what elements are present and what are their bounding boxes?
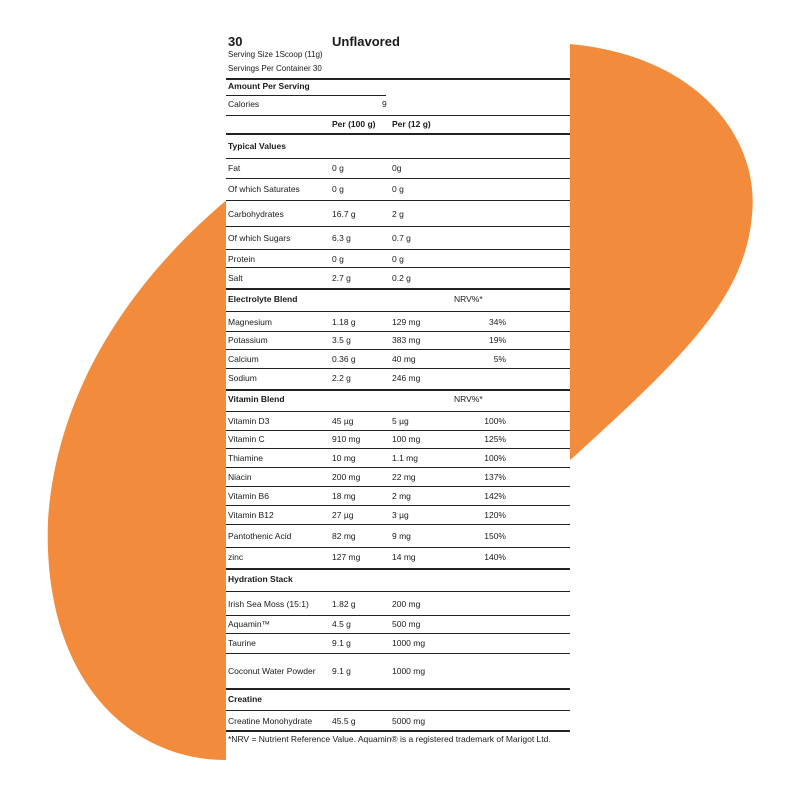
section-heading-vitamin-blend: Vitamin Blend — [228, 394, 285, 404]
nutrient-per-100g: 16.7 g — [332, 209, 356, 219]
nutrient-per-serving: 3 µg — [392, 510, 409, 520]
nutrient-per-serving: 0 g — [392, 184, 404, 194]
nutrient-per-serving: 2 mg — [392, 491, 411, 501]
ingredient-name: Taurine — [228, 638, 256, 648]
divider — [226, 411, 570, 412]
divider — [226, 615, 570, 616]
divider — [226, 467, 570, 468]
divider — [226, 368, 570, 369]
divider — [226, 505, 570, 506]
ingredient-name: Irish Sea Moss (15:1) — [228, 599, 309, 609]
divider — [226, 267, 570, 268]
nutrient-name: Potassium — [228, 335, 268, 345]
nutrient-nrv: 19% — [488, 335, 506, 345]
nutrient-name: Vitamin B12 — [228, 510, 274, 520]
nutrient-name: Of which Sugars — [228, 233, 291, 243]
nutrient-per-serving: 0g — [392, 163, 402, 173]
section-heading-hydration-stack: Hydration Stack — [228, 574, 293, 584]
nutrient-per-100g: 2.2 g — [332, 373, 351, 383]
divider — [226, 591, 570, 592]
nutrient-per-serving: 14 mg — [392, 552, 416, 562]
divider — [226, 249, 570, 250]
nutrient-nrv: 100% — [484, 453, 506, 463]
nutrient-per-100g: 82 mg — [332, 531, 356, 541]
nutrient-nrv: 34% — [488, 317, 506, 327]
nutrient-nrv: 137% — [484, 472, 506, 482]
nutrient-name: Of which Saturates — [228, 184, 300, 194]
nutrient-per-100g: 3.5 g — [332, 335, 351, 345]
flavor-heading: Unflavored — [332, 34, 400, 49]
count-heading: 30 — [228, 34, 243, 49]
nutrient-per-serving: 383 mg — [392, 335, 421, 345]
nutrient-per-serving: 129 mg — [392, 317, 421, 327]
nutrient-name: Carbohydrates — [228, 209, 284, 219]
divider — [226, 288, 570, 290]
ingredient-per-100g: 4.5 g — [332, 619, 351, 629]
divider — [226, 486, 570, 487]
ingredient-name: Aquamin™ — [228, 619, 271, 629]
nutrient-per-serving: 246 mg — [392, 373, 421, 383]
nutrient-per-100g: 6.3 g — [332, 233, 351, 243]
divider — [226, 349, 570, 350]
ingredient-per-100g: 45.5 g — [332, 716, 356, 726]
ingredient-per-serving: 1000 mg — [392, 666, 426, 676]
divider — [226, 115, 570, 116]
divider — [226, 311, 570, 312]
divider — [226, 133, 570, 135]
ingredient-per-100g: 1.82 g — [332, 599, 356, 609]
nutrient-per-serving: 0.7 g — [392, 233, 411, 243]
divider — [226, 448, 570, 449]
nutrient-per-serving: 2 g — [392, 209, 404, 219]
nutrient-name: Sodium — [228, 373, 257, 383]
nutrient-per-100g: 18 mg — [332, 491, 356, 501]
nutrient-per-100g: 910 mg — [332, 434, 361, 444]
nutrient-name: Vitamin B6 — [228, 491, 269, 501]
nutrient-per-serving: 1.1 mg — [392, 453, 418, 463]
nutrient-nrv: 5% — [493, 354, 506, 364]
nutrient-name: Niacin — [228, 472, 252, 482]
servings-per-container: Servings Per Container 30 — [228, 64, 322, 73]
divider — [226, 331, 570, 332]
nutrient-per-100g: 2.7 g — [332, 273, 351, 283]
nutrient-per-100g: 127 mg — [332, 552, 361, 562]
nutrient-per-serving: 22 mg — [392, 472, 416, 482]
divider — [226, 178, 570, 179]
nutrient-per-100g: 0 g — [332, 163, 344, 173]
column-header-per-serving: Per (12 g) — [392, 119, 431, 129]
divider — [226, 568, 570, 570]
section-heading-creatine: Creatine — [228, 694, 263, 704]
serving-size: Serving Size 1Scoop (11g) — [228, 50, 323, 59]
divider — [226, 95, 386, 96]
nutrient-per-100g: 10 mg — [332, 453, 356, 463]
divider — [226, 158, 570, 159]
nutrient-per-serving: 5 µg — [392, 416, 409, 426]
nutrient-nrv: 150% — [484, 531, 506, 541]
calories-value: 9 — [382, 99, 387, 109]
section-heading-electrolyte-blend: Electrolyte Blend — [228, 294, 298, 304]
nutrient-per-serving: 9 mg — [392, 531, 411, 541]
ingredient-per-serving: 500 mg — [392, 619, 421, 629]
ingredient-per-100g: 9.1 g — [332, 666, 351, 676]
divider — [226, 730, 570, 732]
nutrient-name: Magnesium — [228, 317, 272, 327]
divider — [226, 78, 570, 80]
nutrient-per-100g: 45 µg — [332, 416, 354, 426]
nutrient-per-serving: 0.2 g — [392, 273, 411, 283]
nutrient-name: Calcium — [228, 354, 259, 364]
ingredient-per-serving: 200 mg — [392, 599, 421, 609]
ingredient-per-serving: 1000 mg — [392, 638, 426, 648]
divider — [226, 688, 570, 690]
nutrient-nrv: 140% — [484, 552, 506, 562]
footnote: *NRV = Nutrient Reference Value. Aquamin® is a registered trademark of Marigot Ltd. — [228, 734, 551, 744]
ingredient-per-serving: 5000 mg — [392, 716, 426, 726]
divider — [226, 226, 570, 227]
nutrient-per-serving: 0 g — [392, 254, 404, 264]
column-header-per-100g: Per (100 g) — [332, 119, 376, 129]
nutrient-per-serving: 40 mg — [392, 354, 416, 364]
divider — [226, 200, 570, 201]
nutrient-per-100g: 0 g — [332, 184, 344, 194]
divider — [226, 710, 570, 711]
nutrient-name: Vitamin C — [228, 434, 265, 444]
nutrient-per-100g: 200 mg — [332, 472, 361, 482]
divider — [226, 389, 570, 391]
nutrient-per-100g: 0.36 g — [332, 354, 356, 364]
nutrient-name: Protein — [228, 254, 255, 264]
divider — [226, 633, 570, 634]
nutrient-name: Salt — [228, 273, 243, 283]
nrv-column-header: NRV%* — [454, 294, 483, 304]
amount-per-serving: Amount Per Serving — [228, 81, 310, 91]
nutrient-per-100g: 1.18 g — [332, 317, 356, 327]
nutrient-nrv: 100% — [484, 416, 506, 426]
nutrient-nrv: 120% — [484, 510, 506, 520]
nutrient-per-100g: 0 g — [332, 254, 344, 264]
nutrient-name: Thiamine — [228, 453, 263, 463]
nutrient-name: Vitamin D3 — [228, 416, 270, 426]
nutrient-name: Pantothenic Acid — [228, 531, 292, 541]
nutrient-name: Fat — [228, 163, 241, 173]
section-heading-typical-values: Typical Values — [228, 141, 286, 151]
nutrition-label — [226, 32, 570, 760]
divider — [226, 547, 570, 548]
nutrient-per-100g: 27 µg — [332, 510, 354, 520]
ingredient-per-100g: 9.1 g — [332, 638, 351, 648]
divider — [226, 524, 570, 525]
ingredient-name: Coconut Water Powder — [228, 666, 316, 676]
nutrient-name: zinc — [228, 552, 244, 562]
divider — [226, 653, 570, 654]
calories-label: Calories — [228, 99, 260, 109]
nrv-column-header: NRV%* — [454, 394, 483, 404]
nutrient-nrv: 125% — [484, 434, 506, 444]
ingredient-name: Creatine Monohydrate — [228, 716, 313, 726]
nutrient-per-serving: 100 mg — [392, 434, 421, 444]
nutrient-nrv: 142% — [484, 491, 506, 501]
divider — [226, 430, 570, 431]
